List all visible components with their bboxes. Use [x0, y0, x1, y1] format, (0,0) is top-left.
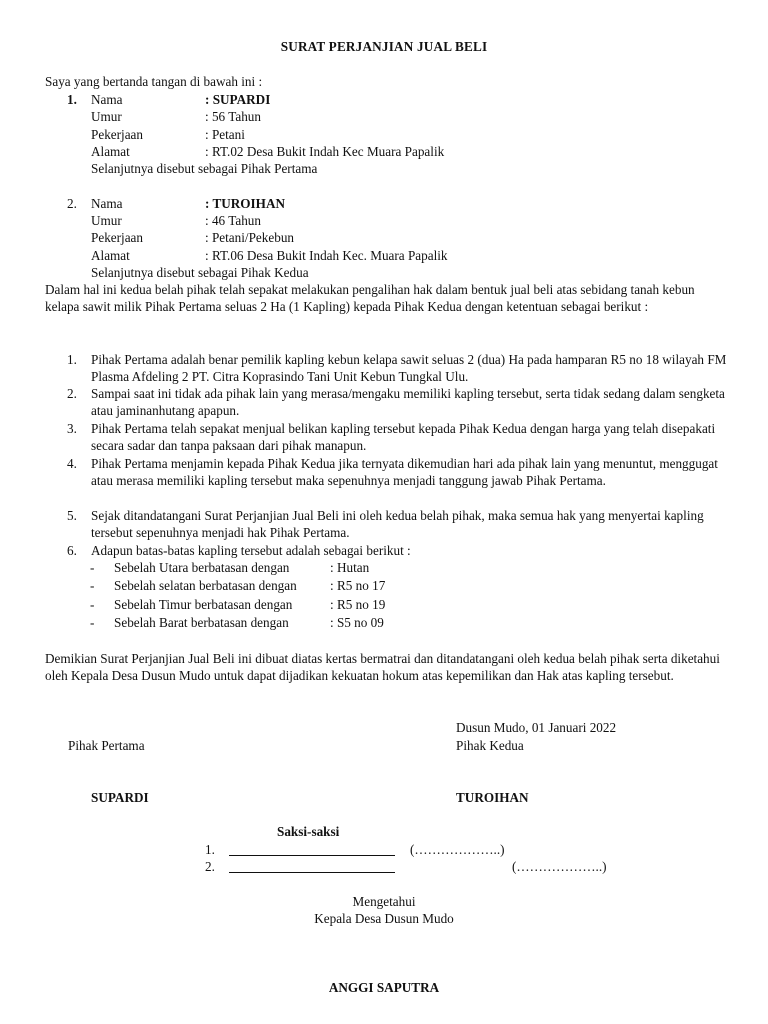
witness-title: Saksi-saksi	[277, 824, 340, 839]
boundary-north-value: : Hutan	[330, 560, 370, 575]
clause-text: Sejak ditandatangani Surat Perjanjian Jual Beli ini oleh kedua belah pihak, maka semua hak yang menyertai kapling tersebut sepenuhnya menjadi hak Pihak Pertama.	[91, 508, 704, 540]
party2-job-label: Pekerjaan	[91, 230, 143, 245]
clause-text: Pihak Pertama telah sepakat menjual belikan kapling tersebut kepada Pihak Kedua dengan harga yang telah disepakati secara sadar dan tanpa paksaan dari pihak manapun.	[91, 421, 716, 453]
sign-left-name: SUPARDI	[91, 790, 149, 805]
party1-job-label: Pekerjaan	[91, 127, 143, 142]
party1-number: 1.	[67, 92, 77, 107]
intro-text: Saya yang bertanda tangan di bawah ini :	[45, 74, 263, 89]
boundary-east-label: Sebelah Timur berbatasan dengan	[114, 597, 293, 612]
party1-age-label: Umur	[91, 109, 122, 124]
party2-age-label: Umur	[91, 213, 122, 228]
closing-paragraph: Demikian Surat Perjanjian Jual Beli ini dibuat diatas kertas bermatrai dan ditandatangani oleh kedua belah pihak serta diketahui oleh Kepala Desa Dusun Mudo untuk dapat dijadikan kekuatan hokum atas kepemilikan dan Hak atas kapling tersebut.	[45, 651, 720, 683]
witness-signature-line	[229, 858, 395, 877]
boundary-west-label: Sebelah Barat berbatasan dengan	[114, 615, 289, 630]
witness-number: 1.	[205, 842, 215, 857]
clause-text: Pihak Pertama adalah benar pemilik kapling kebun kelapa sawit seluas 2 (dua) Ha pada hamparan R5 no 18 wilayah FM Plasma Afdeling 2 PT. Citra Koprasindo Tani Unit Kebun Tungkal Ulu.	[91, 352, 727, 384]
party2-address-value: : RT.06 Desa Bukit Indah Kec. Muara Papalik	[205, 248, 448, 263]
clause-number: 5.	[67, 508, 77, 523]
witness-number: 2.	[205, 859, 215, 874]
boundary-dash: -	[90, 578, 95, 593]
clause-number: 2.	[67, 386, 77, 401]
party1-name-value: : SUPARDI	[205, 92, 271, 107]
sign-left-role: Pihak Pertama	[68, 738, 145, 753]
boundary-west-value: : S5 no 09	[330, 615, 384, 630]
witness-name-placeholder: (………………..)	[512, 859, 607, 874]
acknowledge-role: Kepala Desa Dusun Mudo	[314, 911, 454, 926]
party2-name-label: Nama	[91, 196, 123, 211]
party2-name-value: : TUROIHAN	[205, 196, 285, 211]
clause-number: 4.	[67, 456, 77, 471]
party2-address-label: Alamat	[91, 248, 130, 263]
party1-job-value: : Petani	[205, 127, 245, 142]
boundary-dash: -	[90, 597, 95, 612]
village-head-name: ANGGI SAPUTRA	[328, 980, 440, 995]
clause-text: Adapun batas-batas kapling tersebut adalah sebagai berikut :	[91, 543, 411, 558]
boundary-dash: -	[90, 560, 95, 575]
party1-note: Selanjutnya disebut sebagai Pihak Pertama	[91, 161, 318, 176]
clause-text: Pihak Pertama menjamin kepada Pihak Kedua jika ternyata dikemudian hari ada pihak lain yang menuntut, menggugat atau merasa memiliki kapling tersebut maka sepenuhnya menjadi tanggung jawab Pihak Pertama.	[91, 456, 718, 488]
party2-number: 2.	[67, 196, 77, 211]
clause-number: 3.	[67, 421, 77, 436]
boundary-dash: -	[90, 615, 95, 630]
party1-address-value: : RT.02 Desa Bukit Indah Kec Muara Papalik	[205, 144, 445, 159]
party2-note: Selanjutnya disebut sebagai Pihak Kedua	[91, 265, 309, 280]
sign-right-name: TUROIHAN	[456, 790, 529, 805]
party1-name-label: Nama	[91, 92, 123, 107]
place-date: Dusun Mudo, 01 Januari 2022	[456, 720, 617, 735]
clause-number: 1.	[67, 352, 77, 367]
party1-age-value: : 56 Tahun	[205, 109, 261, 124]
boundary-south-value: : R5 no 17	[330, 578, 386, 593]
boundary-north-label: Sebelah Utara berbatasan dengan	[114, 560, 290, 575]
party1-address-label: Alamat	[91, 144, 130, 159]
document-title: SURAT PERJANJIAN JUAL BELI	[280, 39, 488, 54]
sign-right-role: Pihak Kedua	[456, 738, 524, 753]
clause-number: 6.	[67, 543, 77, 558]
boundary-east-value: : R5 no 19	[330, 597, 386, 612]
boundary-south-label: Sebelah selatan berbatasan dengan	[114, 578, 297, 593]
acknowledge-text: Mengetahui	[352, 894, 416, 909]
party2-age-value: : 46 Tahun	[205, 213, 261, 228]
witness-name-placeholder: (………………..)	[410, 842, 505, 857]
clause-text: Sampai saat ini tidak ada pihak lain yang merasa/mengaku memiliki kapling tersebut, serta tidak sedang dalam sengketa atau jaminanhutang apapun.	[91, 386, 725, 418]
preamble-paragraph: Dalam hal ini kedua belah pihak telah sepakat melakukan pengalihan hak dalam bentuk jual beli atas sebidang tanah kebun kelapa sawit milik Pihak Pertama seluas 2 Ha (1 Kapling) kepada Pihak Kedua dengan ketentuan sebagai berikut :	[45, 282, 695, 314]
party2-job-value: : Petani/Pekebun	[205, 230, 295, 245]
